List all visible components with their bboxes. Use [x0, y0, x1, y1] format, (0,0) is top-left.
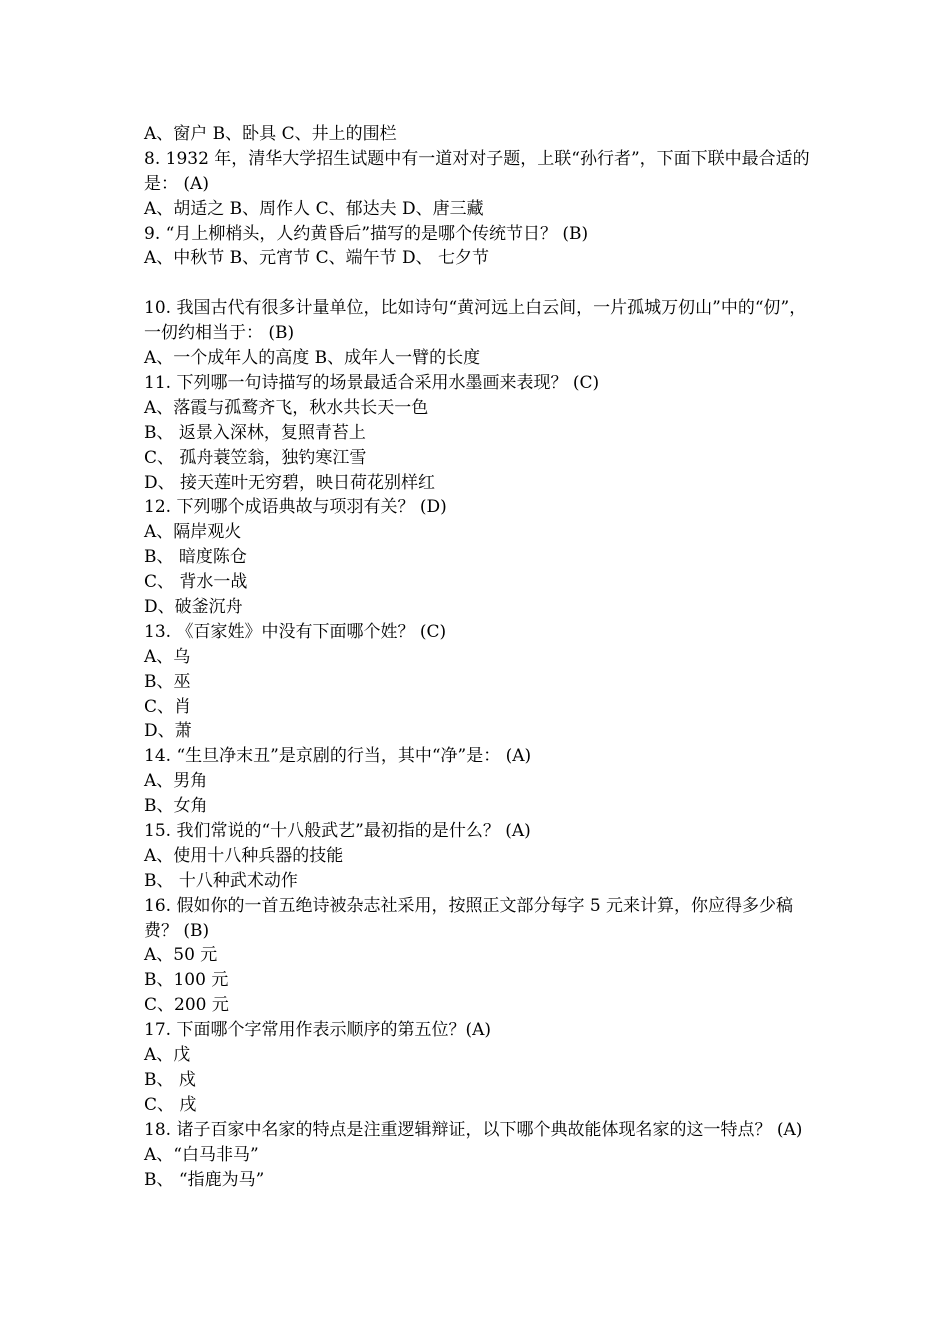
text-line: D、破釜沉舟 [144, 596, 243, 617]
blank-line [144, 271, 810, 296]
question-9: 9. “月上柳梢头，人约黄昏后”描写的是哪个传统节日？ (B) [144, 223, 589, 244]
text-line: A、窗户 B、卧具 C、井上的围栏 [144, 124, 397, 144]
text-line: A、50 元 [144, 945, 218, 966]
text-line: A、中秋节 B、元宵节 C、端午节 D、 七夕节 [144, 248, 490, 269]
question-11: 11. 下列哪一句诗描写的场景最适合采用水墨画来表现？ (C) [144, 372, 600, 393]
question-10: 10. 我国古代有很多计量单位，比如诗句“黄河远上白云间，一片孤城万仞山”中的“仞”，一仞约相当于： (B) [144, 298, 807, 344]
question-8: 8. 1932 年，清华大学招生试题中有一道对对子题，上联“孙行者”，下面下联中最合适的是： (A) [144, 148, 810, 194]
text-line: B、 暗度陈仓 [144, 547, 247, 568]
text-line: A、一个成年人的高度 B、成年人一臂的长度 [144, 348, 481, 369]
text-line: B、 “指鹿为马” [144, 1169, 265, 1190]
question-14: 14. “生旦净末丑”是京剧的行当，其中“净”是： (A) [144, 746, 532, 767]
text-line: C、 背水一战 [144, 572, 248, 593]
question-15: 15. 我们常说的“十八般武艺”最初指的是什么？ (A) [144, 821, 531, 841]
text-line: B、巫 [144, 671, 191, 692]
text-line: A、戊 [144, 1045, 191, 1066]
text-line: B、 返景入深林，复照青苔上 [144, 422, 366, 443]
text-line: A、隔岸观火 [144, 522, 242, 543]
text-line: D、萧 [144, 721, 192, 742]
text-line: A、“白马非马” [144, 1144, 259, 1165]
question-12: 12. 下列哪个成语典故与项羽有关？ (D) [144, 497, 447, 518]
text-line: C、 孤舟蓑笠翁，独钓寒江雪 [144, 447, 367, 468]
document-page [144, 122, 810, 1192]
text-line: C、200 元 [144, 995, 229, 1016]
question-18: 18. 诸子百家中名家的特点是注重逻辑辩证，以下哪个典故能体现名家的这一特点？ (A) [144, 1119, 803, 1140]
text-line: A、男角 [144, 771, 208, 792]
text-line: B、100 元 [144, 970, 229, 991]
question-16: 16. 假如你的一首五绝诗被杂志社采用，按照正文部分每字 5 元来计算，你应得多少稿费？ (B) [144, 895, 794, 941]
text-line: A、胡适之 B、周作人 C、郁达夫 D、唐三藏 [144, 198, 484, 219]
question-13: 13. 《百家姓》中没有下面哪个姓？ (C) [144, 621, 447, 642]
question-17: 17. 下面哪个字常用作表示顺序的第五位？(A) [144, 1020, 491, 1041]
text-line: D、 接天莲叶无穷碧，映日荷花别样红 [144, 472, 436, 493]
text-line: A、使用十八种兵器的技能 [144, 845, 344, 866]
text-line: B、 十八种武术动作 [144, 870, 298, 891]
text-line: C、肖 [144, 696, 192, 717]
text-line: C、 戌 [144, 1094, 197, 1115]
text-line: B、女角 [144, 796, 208, 817]
text-line: B、 戍 [144, 1069, 196, 1090]
text-line: A、乌 [144, 646, 191, 667]
text-line: A、落霞与孤鹜齐飞，秋水共长天一色 [144, 397, 429, 418]
